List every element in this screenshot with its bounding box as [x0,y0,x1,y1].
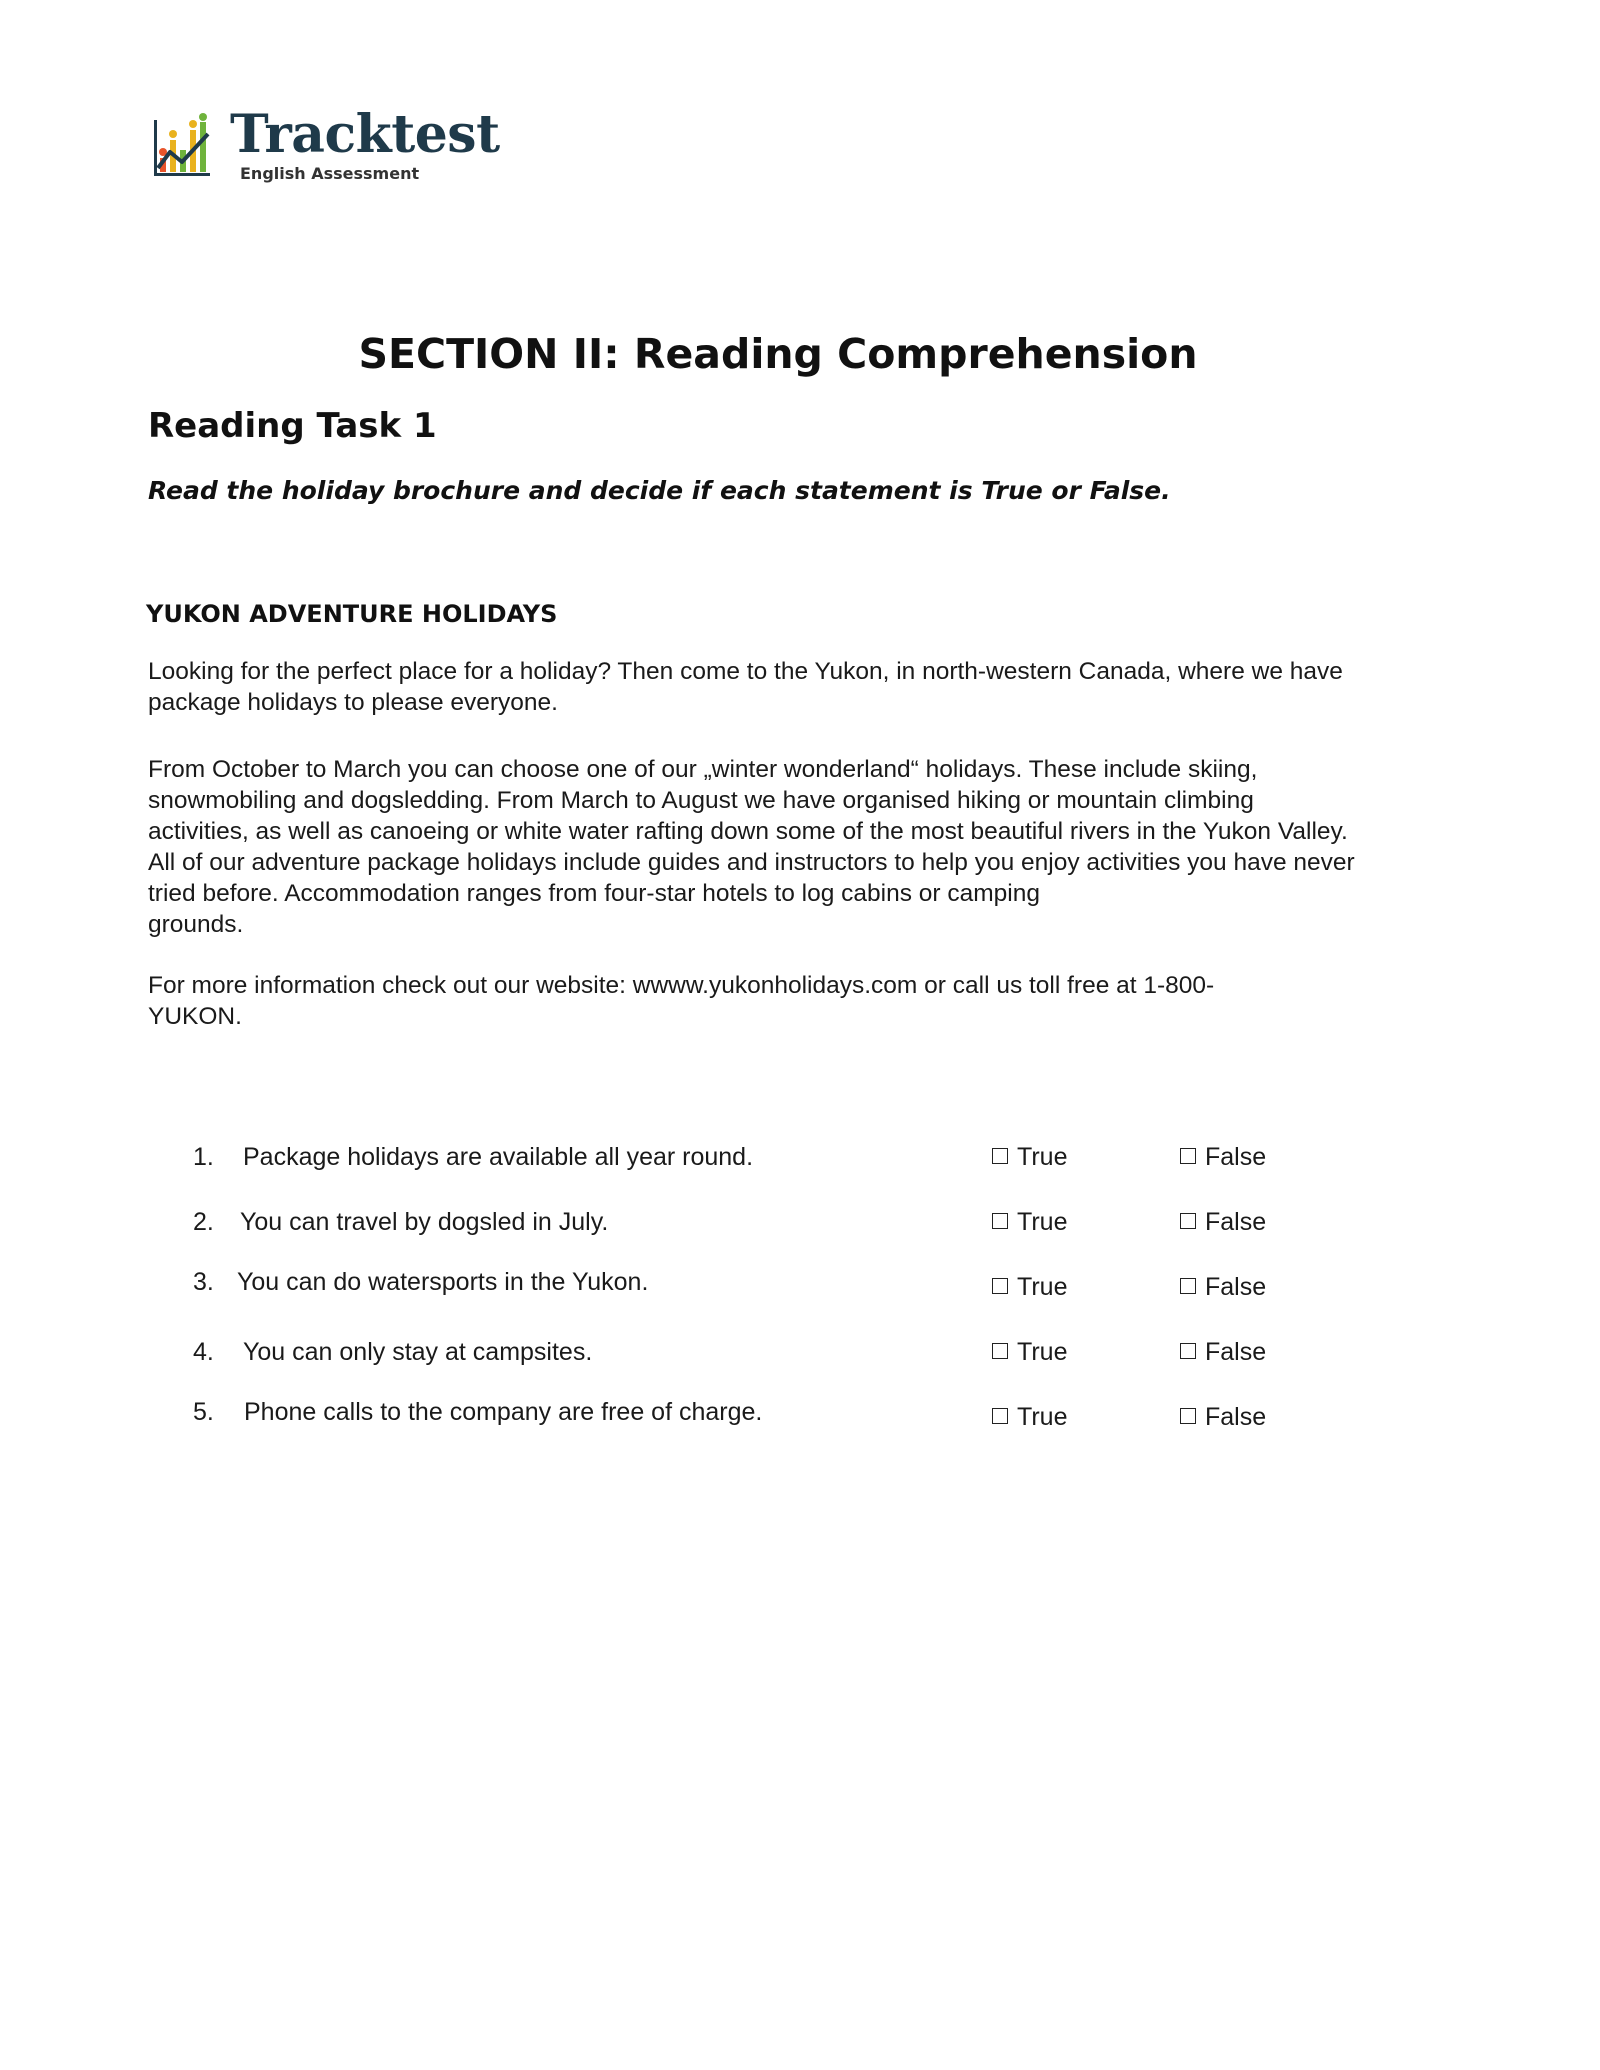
logo-wordmark: Tracktest [230,104,500,165]
question-row [0,1143,1600,1179]
checkbox-icon [1180,1148,1196,1164]
checkbox-icon [992,1148,1008,1164]
paragraph-line: activities, as well as canoeing or white water rafting down some of the most beautiful rivers in the Yukon Valley. [148,818,1348,845]
true-label: True [1017,1403,1068,1431]
checkbox-icon [1180,1213,1196,1229]
false-label: False [1205,1208,1267,1236]
true-label: True [1017,1273,1068,1301]
question-number: 1. [193,1143,214,1171]
brochure-title: YUKON ADVENTURE HOLIDAYS [146,600,558,628]
true-checkbox[interactable] [992,1143,1067,1172]
true-label: True [1017,1208,1068,1236]
brochure-paragraph-1 [148,656,1448,718]
question-text: Package holidays are available all year round. [243,1143,754,1171]
checkbox-icon [1180,1278,1196,1294]
chart-logo-icon [150,112,214,182]
section-title: SECTION II: Reading Comprehension [358,330,1198,378]
brochure-paragraph-3 [148,970,1448,1032]
tracktest-logo [150,104,500,188]
checkbox-icon [1180,1408,1196,1424]
checkbox-icon [992,1278,1008,1294]
false-label: False [1205,1273,1267,1301]
question-number: 2. [193,1208,214,1236]
paragraph-line: Looking for the perfect place for a holiday? Then come to the Yukon, in north-western Canada, where we have [148,658,1343,685]
question-row [0,1208,1600,1244]
paragraph-line: YUKON. [148,1003,242,1030]
true-label: True [1017,1338,1068,1366]
true-checkbox[interactable] [992,1403,1067,1432]
question-number: 4. [193,1338,214,1366]
paragraph-line: All of our adventure package holidays include guides and instructors to help you enjoy activities you have never [148,849,1355,876]
true-checkbox[interactable] [992,1208,1067,1237]
false-checkbox[interactable] [1180,1403,1266,1432]
question-text: Phone calls to the company are free of charge. [244,1398,763,1426]
checkbox-icon [992,1343,1008,1359]
question-row [0,1268,1600,1304]
checkbox-icon [992,1408,1008,1424]
false-checkbox[interactable] [1180,1338,1266,1367]
checkbox-icon [1180,1343,1196,1359]
brochure-paragraph-2 [148,754,1448,940]
false-label: False [1205,1143,1267,1171]
question-number: 3. [193,1268,214,1296]
question-text: You can travel by dogsled in July. [240,1208,609,1236]
question-number: 5. [193,1398,214,1426]
logo-tagline: English Assessment [240,164,420,183]
question-row [0,1338,1600,1374]
false-checkbox[interactable] [1180,1273,1266,1302]
true-checkbox[interactable] [992,1338,1067,1367]
paragraph-line: From October to March you can choose one of our „winter wonderland“ holidays. These include skiing, [148,756,1258,783]
paragraph-line: tried before. Accommodation ranges from four-star hotels to log cabins or camping [148,880,1040,907]
true-label: True [1017,1143,1068,1171]
instruction-text: Read the holiday brochure and decide if each statement is True or False. [148,476,1171,505]
checkbox-icon [992,1213,1008,1229]
question-text: You can do watersports in the Yukon. [237,1268,649,1296]
task-title: Reading Task 1 [148,406,437,446]
true-checkbox[interactable] [992,1273,1067,1302]
false-label: False [1205,1338,1267,1366]
paragraph-line: grounds. [148,911,244,938]
paragraph-line: snowmobiling and dogsledding. From March to August we have organised hiking or mountain climbing [148,787,1254,814]
false-label: False [1205,1403,1267,1431]
question-text: You can only stay at campsites. [243,1338,593,1366]
paragraph-line: For more information check out our website: wwww.yukonholidays.com or call us toll free at 1-800- [148,972,1215,999]
false-checkbox[interactable] [1180,1208,1266,1237]
question-row [0,1398,1600,1434]
false-checkbox[interactable] [1180,1143,1266,1172]
paragraph-line: package holidays to please everyone. [148,689,558,716]
